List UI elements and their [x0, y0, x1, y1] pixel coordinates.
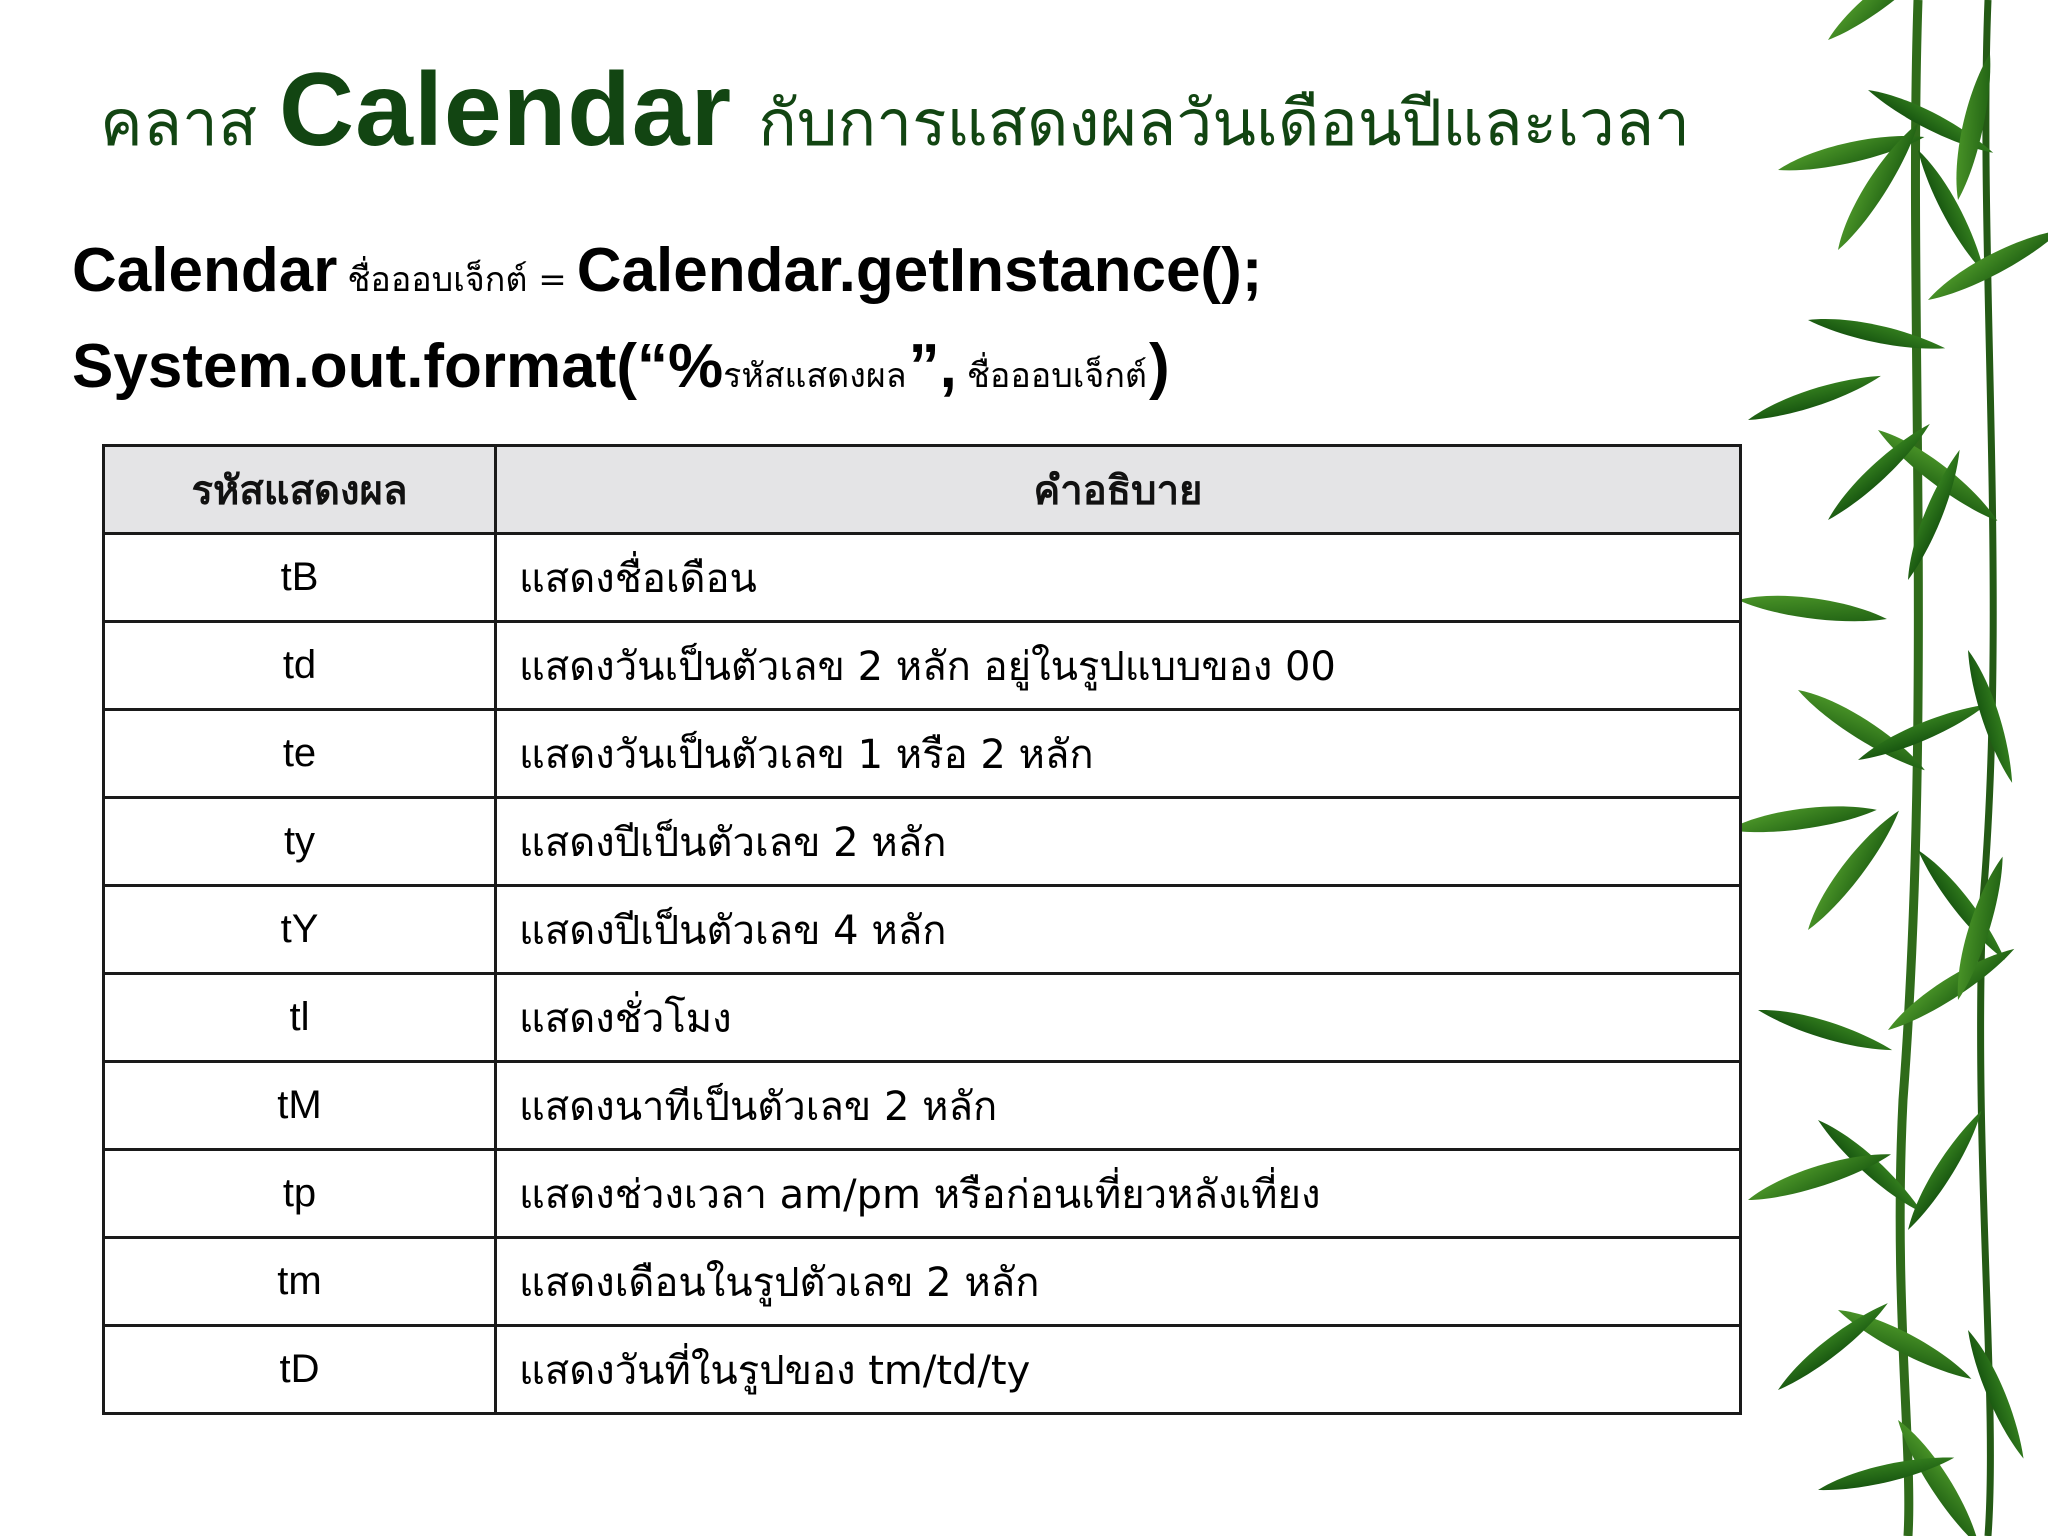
code-line1-part3: Calendar.getInstance();: [576, 236, 1263, 305]
cell-description: แสดงวันเป็นตัวเลข 2 หลัก อยู่ในรูปแบบของ 00: [496, 622, 1741, 710]
code-line1-part1: Calendar: [72, 236, 338, 305]
code-line2-part5: ): [1149, 332, 1170, 401]
code-line2-part2: รหัสแสดงผล: [723, 356, 907, 396]
code-line-format: [72, 332, 1170, 401]
title-suffix: กับการแสดงผลวันเดือนปีและเวลา: [758, 87, 1691, 161]
table-row: [104, 974, 1741, 1062]
cell-description: แสดงวันที่ในรูปของ tm/td/ty: [496, 1326, 1741, 1414]
bamboo-leaves-image: [1718, 0, 2048, 1536]
cell-code: td: [104, 622, 496, 710]
cell-code: tB: [104, 534, 496, 622]
cell-description: แสดงวันเป็นตัวเลข 1 หรือ 2 หลัก: [496, 710, 1741, 798]
format-codes-table: [102, 444, 1742, 1415]
cell-code: tM: [104, 1062, 496, 1150]
code-line2-part3: ”,: [908, 332, 957, 401]
cell-code: tm: [104, 1238, 496, 1326]
cell-code: tY: [104, 886, 496, 974]
table-row: [104, 1062, 1741, 1150]
table-row: [104, 798, 1741, 886]
table-row: [104, 710, 1741, 798]
cell-code: tl: [104, 974, 496, 1062]
cell-description: แสดงนาทีเป็นตัวเลข 2 หลัก: [496, 1062, 1741, 1150]
slide-title: [100, 52, 1800, 168]
column-header-description: คำอธิบาย: [496, 446, 1741, 534]
code-line-getinstance: [72, 236, 1263, 305]
code-line2-part1: System.out.format(“%: [72, 332, 724, 401]
cell-description: แสดงชื่อเดือน: [496, 534, 1741, 622]
title-prefix: คลาส: [100, 87, 258, 161]
table-row: [104, 886, 1741, 974]
cell-description: แสดงปีเป็นตัวเลข 4 หลัก: [496, 886, 1741, 974]
code-line2-part4: ชื่อออบเจ็กต์: [966, 356, 1147, 396]
cell-description: แสดงปีเป็นตัวเลข 2 หลัก: [496, 798, 1741, 886]
table-row: [104, 1326, 1741, 1414]
column-header-code: รหัสแสดงผล: [104, 446, 496, 534]
cell-code: te: [104, 710, 496, 798]
cell-code: tp: [104, 1150, 496, 1238]
table-row: [104, 1238, 1741, 1326]
title-class-name: Calendar: [279, 52, 733, 168]
table-header-row: [104, 446, 1741, 534]
cell-code: tD: [104, 1326, 496, 1414]
table-row: [104, 534, 1741, 622]
table-row: [104, 1150, 1741, 1238]
cell-description: แสดงเดือนในรูปตัวเลข 2 หลัก: [496, 1238, 1741, 1326]
table-row: [104, 622, 1741, 710]
cell-code: ty: [104, 798, 496, 886]
code-line1-part2: ชื่อออบเจ็กต์ =: [347, 260, 567, 300]
cell-description: แสดงชั่วโมง: [496, 974, 1741, 1062]
cell-description: แสดงช่วงเวลา am/pm หรือก่อนเที่ยวหลังเที่ยง: [496, 1150, 1741, 1238]
